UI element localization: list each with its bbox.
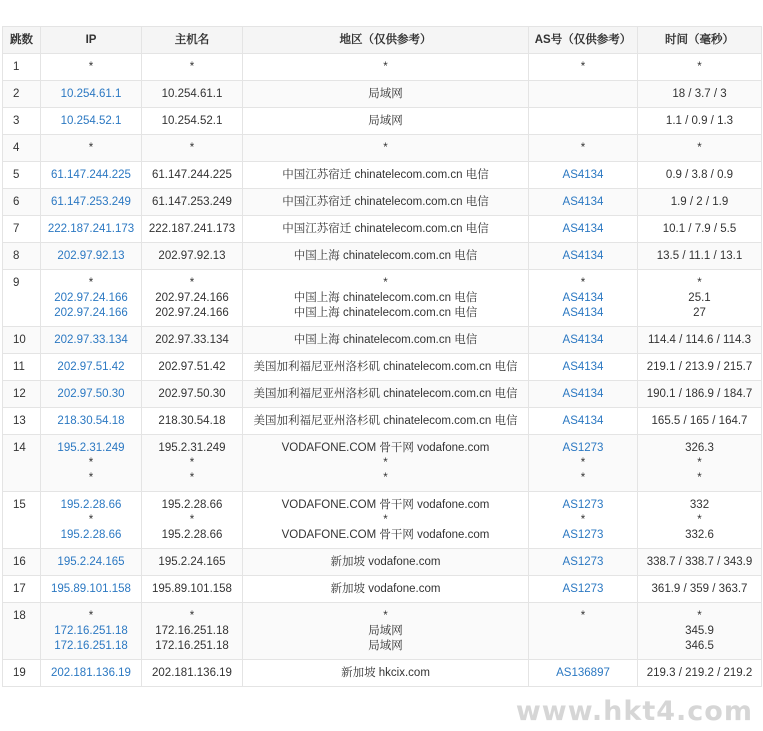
as-cell (529, 660, 638, 687)
time-cell (638, 54, 762, 81)
region-value: VODAFONE.COM 骨干网 vodafone.com (281, 529, 490, 541)
region-value: 美国加利福尼亚州洛杉矶 chinatelecom.com.cn 电信 (253, 415, 518, 427)
host-value: 61.147.253.249 (152, 196, 232, 208)
time-cell (638, 81, 762, 108)
ip-cell (41, 270, 142, 327)
table-row (3, 381, 762, 408)
time-value: * (697, 142, 702, 154)
time-cell (638, 354, 762, 381)
ip-value[interactable]: 195.2.28.66 (60, 499, 122, 511)
traceroute-table (2, 26, 762, 687)
host-value: 202.97.24.166 (155, 307, 229, 319)
region-value: 局域网 (368, 115, 403, 127)
as-cell (529, 81, 638, 108)
host-value: 61.147.244.225 (152, 169, 232, 181)
region-cell (243, 162, 529, 189)
host-value: 195.2.24.165 (158, 556, 226, 568)
ip-value[interactable]: 172.16.251.18 (54, 625, 128, 637)
table-row (3, 189, 762, 216)
hop-number: 13 (3, 408, 41, 435)
as-cell (529, 135, 638, 162)
region-cell (243, 216, 529, 243)
hostname-cell (142, 435, 243, 492)
region-cell (243, 603, 529, 660)
host-value: * (189, 142, 195, 154)
region-cell (243, 660, 529, 687)
hop-number: 18 (3, 603, 41, 660)
table-row (3, 354, 762, 381)
as-cell (529, 576, 638, 603)
ip-value: * (88, 457, 94, 469)
region-cell (243, 576, 529, 603)
host-value: 202.97.33.134 (155, 334, 229, 346)
time-cell (638, 135, 762, 162)
ip-value[interactable]: 172.16.251.18 (54, 640, 128, 652)
time-value: 10.1 / 7.9 / 5.5 (662, 223, 737, 235)
region-cell (243, 135, 529, 162)
as-value: * (580, 610, 586, 622)
hop-number: 12 (3, 381, 41, 408)
region-cell (243, 435, 529, 492)
region-value: 美国加利福尼亚州洛杉矶 chinatelecom.com.cn 电信 (253, 361, 518, 373)
time-value: 332.6 (685, 529, 714, 541)
ip-cell (41, 216, 142, 243)
as-value: * (580, 61, 586, 73)
hostname-cell (142, 549, 243, 576)
time-value: 27 (693, 307, 706, 319)
ip-cell (41, 435, 142, 492)
host-value: 10.254.61.1 (161, 88, 223, 100)
time-value: 1.9 / 2 / 1.9 (670, 196, 729, 208)
hop-number: 11 (3, 354, 41, 381)
time-value: * (697, 277, 702, 289)
time-value: 1.1 / 0.9 / 1.3 (665, 115, 734, 127)
as-value[interactable]: AS4134 (562, 415, 604, 427)
region-value: 局域网 (368, 88, 403, 100)
time-cell (638, 435, 762, 492)
as-value[interactable]: AS4134 (562, 361, 604, 373)
hostname-cell (142, 660, 243, 687)
ip-value[interactable]: 195.2.31.249 (57, 442, 125, 454)
as-cell (529, 327, 638, 354)
as-value[interactable]: AS4134 (562, 169, 604, 181)
host-value: 202.97.92.13 (158, 250, 226, 262)
region-cell (243, 108, 529, 135)
ip-cell (41, 492, 142, 549)
region-value: 新加坡 hkcix.com (341, 667, 430, 679)
table-row (3, 81, 762, 108)
as-value[interactable]: AS1273 (562, 556, 604, 568)
ip-cell (41, 381, 142, 408)
hostname-cell (142, 189, 243, 216)
region-value: * (383, 277, 388, 289)
ip-cell (41, 162, 142, 189)
host-value: * (189, 277, 195, 289)
time-value: 346.5 (685, 640, 714, 652)
ip-value[interactable]: 202.97.92.13 (57, 250, 125, 262)
table-row (3, 270, 762, 327)
region-cell (243, 270, 529, 327)
table-row (3, 576, 762, 603)
time-value: * (697, 610, 702, 622)
time-cell (638, 162, 762, 189)
as-cell (529, 492, 638, 549)
hop-number: 4 (3, 135, 41, 162)
ip-value[interactable]: 222.187.241.173 (47, 223, 135, 235)
hop-number: 16 (3, 549, 41, 576)
time-value: 338.7 / 338.7 / 343.9 (646, 556, 753, 568)
ip-value[interactable]: 202.97.24.166 (54, 307, 128, 319)
ip-cell (41, 408, 142, 435)
host-value: 195.2.31.249 (158, 442, 226, 454)
region-value: 中国江苏宿迁 chinatelecom.com.cn 电信 (282, 223, 489, 235)
time-value: 345.9 (685, 625, 714, 637)
ip-value: * (88, 142, 94, 154)
ip-cell (41, 108, 142, 135)
time-cell (638, 492, 762, 549)
time-value: 190.1 / 186.9 / 184.7 (646, 388, 753, 400)
time-cell (638, 660, 762, 687)
ip-cell (41, 189, 142, 216)
ip-cell (41, 603, 142, 660)
table-row (3, 660, 762, 687)
hostname-cell (142, 108, 243, 135)
region-value: 中国上海 chinatelecom.com.cn 电信 (293, 334, 478, 346)
time-value: 114.4 / 114.6 / 114.3 (648, 334, 751, 346)
ip-value[interactable]: 218.30.54.18 (57, 415, 125, 427)
time-cell (638, 603, 762, 660)
as-cell (529, 270, 638, 327)
region-cell (243, 81, 529, 108)
as-cell (529, 549, 638, 576)
hostname-cell (142, 381, 243, 408)
time-cell (638, 189, 762, 216)
as-cell (529, 108, 638, 135)
table-row (3, 162, 762, 189)
ip-value[interactable]: 202.97.24.166 (54, 292, 128, 304)
table-row (3, 435, 762, 492)
as-cell (529, 243, 638, 270)
hop-number: 19 (3, 660, 41, 687)
ip-cell (41, 135, 142, 162)
host-value: 202.181.136.19 (152, 667, 232, 679)
time-cell (638, 576, 762, 603)
as-value: * (580, 142, 586, 154)
as-value[interactable]: AS1273 (562, 499, 604, 511)
region-cell (243, 327, 529, 354)
hostname-cell (142, 243, 243, 270)
hop-number: 3 (3, 108, 41, 135)
region-value: 中国上海 chinatelecom.com.cn 电信 (293, 307, 478, 319)
hostname-cell (142, 492, 243, 549)
table-header-row (3, 27, 762, 54)
hostname-cell (142, 135, 243, 162)
time-cell (638, 549, 762, 576)
hostname-cell (142, 81, 243, 108)
hostname-cell (142, 576, 243, 603)
region-value: * (383, 142, 388, 154)
as-cell (529, 216, 638, 243)
host-value: 218.30.54.18 (158, 415, 226, 427)
ip-cell (41, 54, 142, 81)
ip-value[interactable]: 61.147.244.225 (51, 169, 131, 181)
region-value: 局域网 (368, 640, 403, 652)
ip-value: * (88, 277, 94, 289)
region-cell (243, 492, 529, 549)
table-row (3, 108, 762, 135)
ip-value[interactable]: 202.97.51.42 (57, 361, 125, 373)
time-value: 0.9 / 3.8 / 0.9 (665, 169, 734, 181)
region-value: * (383, 61, 388, 73)
header-ip: IP (41, 27, 142, 54)
host-value: * (189, 472, 195, 484)
time-cell (638, 381, 762, 408)
as-cell (529, 162, 638, 189)
table-row (3, 135, 762, 162)
ip-value: * (88, 514, 94, 526)
region-value: 中国江苏宿迁 chinatelecom.com.cn 电信 (282, 169, 489, 181)
as-cell (529, 189, 638, 216)
host-value: 172.16.251.18 (155, 640, 229, 652)
host-value: * (189, 457, 195, 469)
ip-cell (41, 243, 142, 270)
host-value: 10.254.52.1 (161, 115, 223, 127)
hop-number: 5 (3, 162, 41, 189)
hop-number: 2 (3, 81, 41, 108)
region-value: 新加坡 vodafone.com (330, 583, 441, 595)
region-cell (243, 354, 529, 381)
time-value: 25.1 (688, 292, 711, 304)
hostname-cell (142, 603, 243, 660)
time-value: * (697, 61, 702, 73)
as-cell (529, 603, 638, 660)
region-cell (243, 381, 529, 408)
hostname-cell (142, 216, 243, 243)
host-value: * (189, 610, 195, 622)
header-hostname: 主机名 (142, 27, 243, 54)
ip-value: * (88, 61, 94, 73)
as-value (529, 624, 637, 639)
ip-value: * (88, 472, 94, 484)
region-value: 中国上海 chinatelecom.com.cn 电信 (293, 292, 478, 304)
hop-number: 7 (3, 216, 41, 243)
time-value: 361.9 / 359 / 363.7 (651, 583, 748, 595)
as-cell (529, 354, 638, 381)
table-row (3, 492, 762, 549)
time-value: * (697, 514, 702, 526)
host-value: 195.89.101.158 (152, 583, 232, 595)
as-value[interactable]: AS4134 (562, 334, 604, 346)
as-value: * (580, 472, 586, 484)
region-value: * (383, 457, 388, 469)
ip-value[interactable]: 195.2.24.165 (57, 556, 125, 568)
header-region: 地区（仅供参考） (243, 27, 529, 54)
region-value: VODAFONE.COM 骨干网 vodafone.com (281, 442, 490, 454)
time-cell (638, 243, 762, 270)
time-value: 13.5 / 11.1 / 13.1 (656, 250, 743, 262)
hop-number: 17 (3, 576, 41, 603)
time-value: 332 (689, 499, 710, 511)
hostname-cell (142, 327, 243, 354)
ip-value[interactable]: 202.97.50.30 (57, 388, 125, 400)
as-value[interactable]: AS4134 (562, 388, 604, 400)
as-value: * (580, 514, 586, 526)
time-value: 219.1 / 213.9 / 215.7 (646, 361, 753, 373)
hop-number: 8 (3, 243, 41, 270)
table-row (3, 549, 762, 576)
region-value: 局域网 (368, 625, 403, 637)
host-value: 222.187.241.173 (148, 223, 236, 235)
time-value: 165.5 / 165 / 164.7 (651, 415, 748, 427)
ip-cell (41, 354, 142, 381)
region-cell (243, 54, 529, 81)
as-value[interactable]: AS4134 (562, 196, 604, 208)
ip-value[interactable]: 10.254.52.1 (60, 115, 122, 127)
host-value: 172.16.251.18 (155, 625, 229, 637)
hostname-cell (142, 162, 243, 189)
host-value: 202.97.24.166 (155, 292, 229, 304)
time-cell (638, 108, 762, 135)
time-value: 18 / 3.7 / 3 (672, 88, 727, 100)
as-cell (529, 435, 638, 492)
time-value: * (697, 472, 702, 484)
hop-number: 9 (3, 270, 41, 327)
ip-cell (41, 549, 142, 576)
as-value[interactable]: AS4134 (562, 223, 604, 235)
ip-value[interactable]: 10.254.61.1 (60, 88, 122, 100)
hop-number: 6 (3, 189, 41, 216)
host-value: * (189, 61, 195, 73)
as-value (529, 114, 637, 129)
time-cell (638, 270, 762, 327)
region-value: VODAFONE.COM 骨干网 vodafone.com (281, 499, 490, 511)
table-row (3, 216, 762, 243)
region-value: * (383, 514, 388, 526)
hop-number: 1 (3, 54, 41, 81)
region-cell (243, 189, 529, 216)
host-value: 202.97.50.30 (158, 388, 226, 400)
table-row (3, 54, 762, 81)
ip-cell (41, 327, 142, 354)
table-row (3, 327, 762, 354)
region-cell (243, 549, 529, 576)
as-value[interactable]: AS136897 (556, 667, 610, 679)
hop-number: 14 (3, 435, 41, 492)
hostname-cell (142, 54, 243, 81)
as-cell (529, 381, 638, 408)
ip-value: * (88, 610, 94, 622)
host-value: 202.97.51.42 (158, 361, 226, 373)
time-value: * (697, 457, 702, 469)
as-value[interactable]: AS1273 (562, 442, 604, 454)
host-value: * (189, 514, 195, 526)
as-value: * (580, 277, 586, 289)
as-value[interactable]: AS1273 (562, 583, 604, 595)
ip-cell (41, 576, 142, 603)
time-value: 219.3 / 219.2 / 219.2 (646, 667, 753, 679)
region-value: 美国加利福尼亚州洛杉矶 chinatelecom.com.cn 电信 (253, 388, 518, 400)
ip-value[interactable]: 195.2.28.66 (60, 529, 122, 541)
header-hop: 跳数 (3, 27, 41, 54)
as-value: * (580, 457, 586, 469)
region-value: * (383, 610, 388, 622)
region-value: 中国江苏宿迁 chinatelecom.com.cn 电信 (282, 196, 489, 208)
time-cell (638, 408, 762, 435)
hop-number: 15 (3, 492, 41, 549)
as-cell (529, 54, 638, 81)
as-value[interactable]: AS4134 (562, 307, 604, 319)
ip-value[interactable]: 195.89.101.158 (51, 583, 131, 595)
as-value[interactable]: AS4134 (562, 250, 604, 262)
region-cell (243, 408, 529, 435)
region-cell (243, 243, 529, 270)
region-value: * (383, 472, 388, 484)
watermark: www.hkt4.com (515, 696, 753, 727)
region-value: 中国上海 chinatelecom.com.cn 电信 (293, 250, 478, 262)
header-time: 时间（毫秒） (638, 27, 762, 54)
hostname-cell (142, 354, 243, 381)
host-value: 195.2.28.66 (161, 499, 223, 511)
as-value[interactable]: AS1273 (562, 529, 604, 541)
region-value: 新加坡 vodafone.com (330, 556, 441, 568)
time-cell (638, 216, 762, 243)
ip-value[interactable]: 61.147.253.249 (51, 196, 131, 208)
as-cell (529, 408, 638, 435)
hostname-cell (142, 270, 243, 327)
hostname-cell (142, 408, 243, 435)
as-value (529, 639, 637, 654)
time-value: 326.3 (685, 442, 714, 454)
as-value (529, 87, 637, 102)
host-value: 195.2.28.66 (161, 529, 223, 541)
hop-number: 10 (3, 327, 41, 354)
ip-value[interactable]: 202.97.33.134 (54, 334, 128, 346)
table-row (3, 603, 762, 660)
header-as: AS号（仅供参考） (529, 27, 638, 54)
table-row (3, 408, 762, 435)
ip-cell (41, 81, 142, 108)
ip-value[interactable]: 202.181.136.19 (51, 667, 131, 679)
time-cell (638, 327, 762, 354)
table-row (3, 243, 762, 270)
ip-cell (41, 660, 142, 687)
as-value[interactable]: AS4134 (562, 292, 604, 304)
